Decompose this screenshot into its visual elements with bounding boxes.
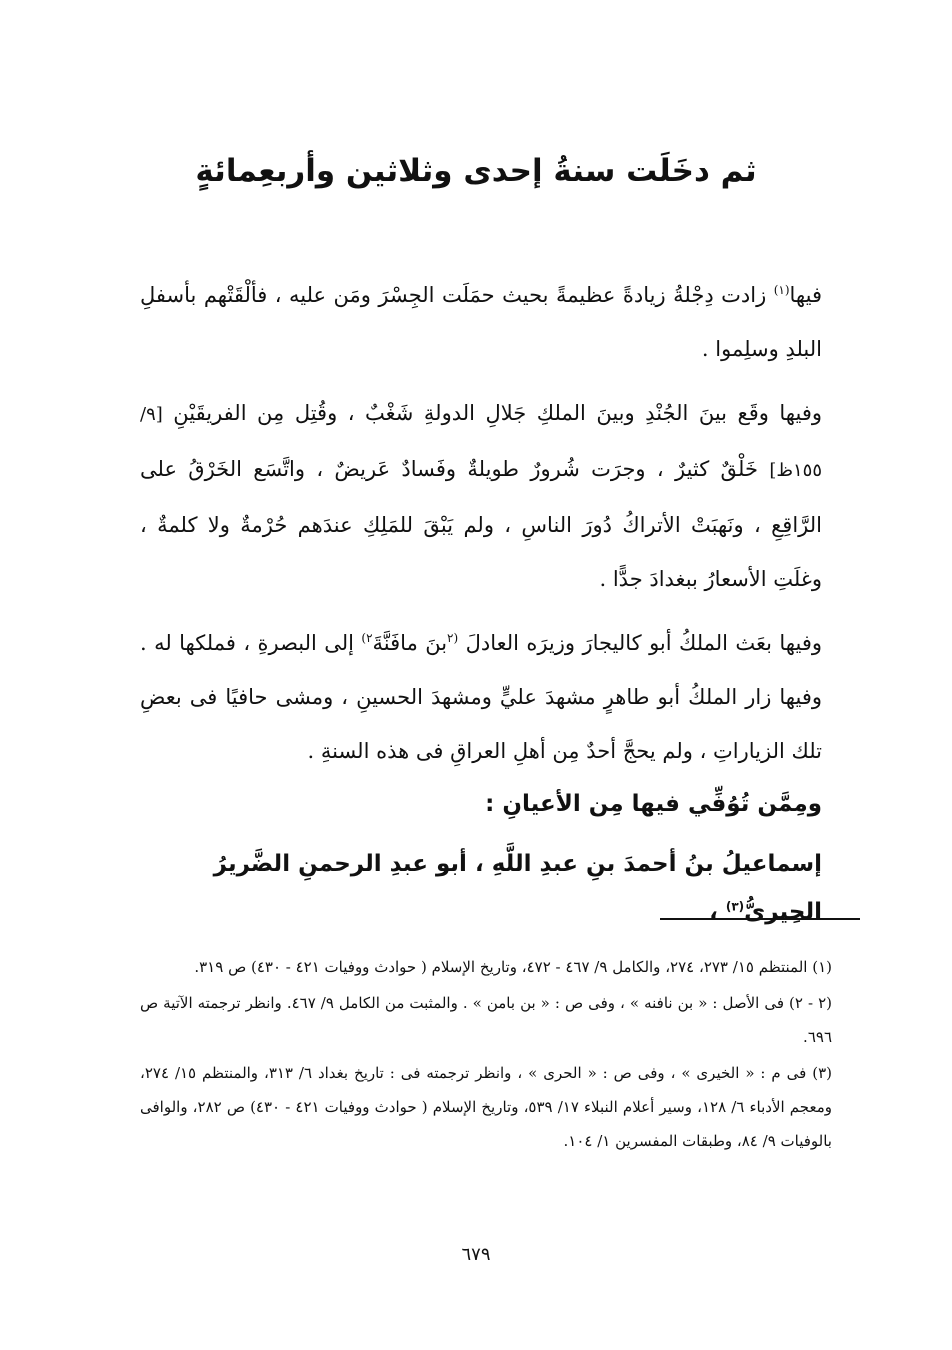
footnote-ref-3: (٣) (725, 899, 745, 914)
footnote-ref-2-open: (٢ (447, 631, 459, 645)
main-text (140, 268, 822, 788)
paragraph-basra (140, 616, 822, 778)
page-number: ٦٧٩ (461, 1244, 491, 1265)
obituary-entry (140, 840, 822, 936)
footnotes (140, 950, 832, 1160)
manuscript-folio-marker: [٩/ ١٥٥ظ] (140, 404, 822, 481)
footnote-3: (٣) فى م : « الخيرى » ، وفى ص : « الحرى » ، وانظر ترجمته فى : تاريخ بغداد ٦/ ٣١٣، والمنتظم ١٥/ ٢٧٤، ومعجم الأدباء ٦/ ١٢٨، وسير أعلام النبلاء ١٧/ ٥٣٩، وتاريخ الإسلام ( حوادث ووفيات ٤٢١ - ٤٣٠) ص ٢٨٢، والوافى بالوفيات ٩/ ٨٤، وطبقات المفسرين ١/ ١٠٤. (140, 1064, 832, 1150)
paragraph-text: إلى البصرةِ ، فملكها له . وفيها زار الملكُ أبو طاهرٍ مشهدَ عليٍّ ومشهدَ الحسينِ ، ومشى حافيًا فى بعضِ تلك الزياراتِ ، ولم يحجَّ أحدٌ مِن أهلِ العراقِ فى هذه السنةِ . (140, 631, 822, 763)
paragraph-text: زادت دِجْلةُ زيادةً عظيمةً بحيث حمَلَت الجِسْرَ ومَن عليه ، فألْقَتْهم بأسفلِ البلدِ وسلِموا . (140, 283, 822, 361)
footnote-1: (١) المنتظم ١٥/ ٢٧٣، ٢٧٤، والكامل ٩/ ٤٦٧ - ٤٧٢، وتاريخ الإسلام ( حوادث ووفيات ٤٢١ - ٤٣٠) ص ٣١٩. (194, 958, 832, 976)
paragraph-text: وفيها بعَث الملكُ أبو كاليجارَ وزيرَه العادلَ (458, 631, 822, 655)
paragraph-text: فيها (789, 283, 822, 307)
paragraph-text: بنَ مافَنَّةَ (372, 631, 448, 655)
footnote-separator (660, 918, 860, 920)
deaths-heading: ومِمَّن تُوُفِّي فيها مِن الأعيانِ : (485, 791, 822, 817)
paragraph-flood (140, 268, 822, 376)
paragraph-riots (140, 386, 822, 606)
paragraph-text: خَلْقٌ كثيرٌ ، وجرَت شُرورٌ طويلةٌ وفَسادٌ عَريضٌ ، واتَّسَع الخَرْقُ على الرَّاقِعِ ، ونَهبَتْ الأتراكُ دُورَ الناسِ ، ولم يَبْقَ للمَلِكِ عندَهم حُرْمةٌ ولا كلمةٌ ، وغلَتِ الأسعارُ ببغدادَ جدًّا . (140, 457, 822, 591)
paragraph-text: وفيها وقَع بينَ الجُنْدِ وبينَ الملكِ جَلالِ الدولةِ شَغْبٌ ، وقُتِل مِن الفريقَيْنِ (162, 401, 822, 425)
footnote-ref-2-close: ٢) (361, 631, 373, 645)
obituary-punctuation: ، (709, 899, 726, 925)
footnote-ref-1: (١) (773, 283, 790, 297)
obituary-name: إسماعيلُ بنُ أحمدَ بنِ عبدِ اللَّهِ ، أبو عبدِ الرحمنِ الضَّريرُ الحِيرىُّ (213, 851, 822, 925)
chapter-title: ثم دخَلَت سنةُ إحدى وثلاثين وأربعِمائةٍ (195, 153, 757, 189)
footnote-2: (٢ - ٢) فى الأصل : « بن نافنه » ، وفى ص : « بن بامن » . والمثبت من الكامل ٩/ ٤٦٧. وانظر ترجمته الآتية ص ٦٩٦. (140, 994, 832, 1046)
